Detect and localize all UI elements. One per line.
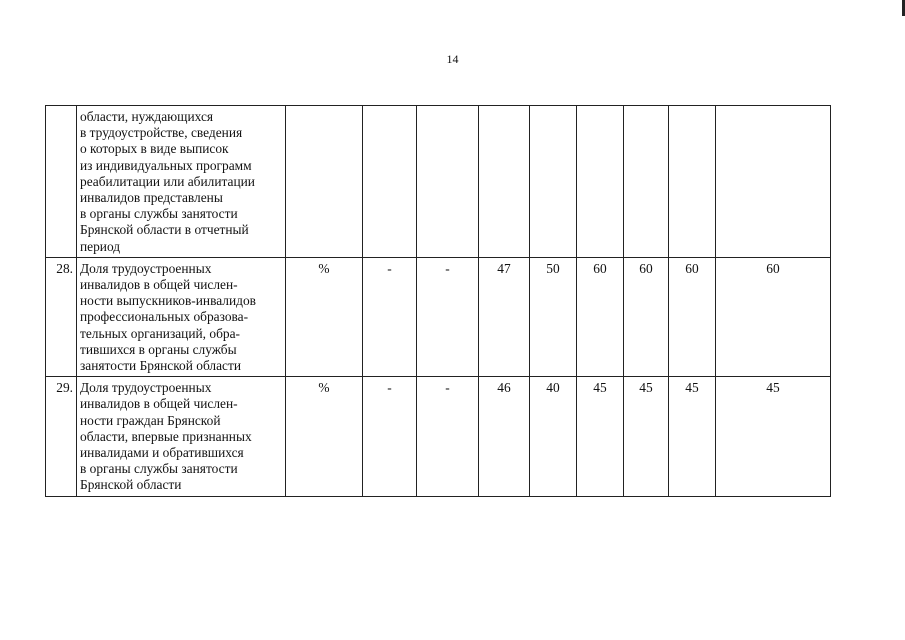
indicator-name-line: из индивидуальных программ [80,157,252,173]
indicator-name-line: реабилитации или абилитации [80,173,255,189]
value-cell: 60 [669,257,716,376]
indicator-name-line: в органы службы занятости [80,206,238,222]
table-row [46,257,831,376]
indicator-name-line: Доля трудоустроенных [80,380,212,396]
value-cell [479,106,530,258]
value-cell: 47 [479,257,530,376]
indicator-name-line: Брянской области в отчетный [80,222,249,238]
value-cell: 60 [716,257,831,376]
indicator-name-line: инвалидами и обратившихся [80,445,244,461]
indicator-name-line: тившихся в органы службы [80,341,237,357]
row-number-cell [46,106,77,258]
value-cell: 45 [716,377,831,496]
indicator-name-line: ности выпускников-инвалидов [80,293,256,309]
indicator-name-line: инвалидов в общей числен- [80,277,238,293]
value-cell [530,106,577,258]
indicator-name-line: в органы службы занятости [80,461,238,477]
indicator-name-line: занятости Брянской области [80,358,242,374]
indicator-name-line: профессиональных образова- [80,309,249,325]
indicator-name-line: период [80,238,121,254]
row-number-cell: 29. [46,377,77,496]
page-number: 14 [446,52,459,66]
value-cell [577,106,624,258]
value-cell [669,106,716,258]
row-number-cell: 28. [46,257,77,376]
table-row [46,106,831,258]
value-cell: 40 [530,377,577,496]
value-cell [624,106,669,258]
value-cell: - [417,257,479,376]
table-row [46,377,831,496]
indicator-name-line: области, нуждающихся [80,109,214,124]
value-cell: 45 [577,377,624,496]
indicator-name-line: Брянской области [80,477,182,493]
indicator-name-line: области, впервые признанных [80,428,252,444]
unit-cell: % [286,257,363,376]
indicator-name-line: тельных организаций, обра- [80,325,240,341]
value-cell [417,106,479,258]
indicator-name-cell [77,106,286,258]
value-cell: - [417,377,479,496]
value-cell: 45 [669,377,716,496]
indicator-name-line: о которых в виде выписок [80,141,229,157]
unit-cell: % [286,377,363,496]
indicator-name-line: ности граждан Брянской [80,412,221,428]
value-cell: 50 [530,257,577,376]
indicator-name-line: Доля трудоустроенных [80,260,212,276]
indicator-name-line: в трудоустройстве, сведения [80,125,243,141]
value-cell [363,106,417,258]
indicator-name-line: инвалидов представлены [80,190,223,206]
indicator-name-cell [77,377,286,496]
value-cell: 60 [577,257,624,376]
value-cell [716,106,831,258]
indicator-name-cell [77,257,286,376]
value-cell: 60 [624,257,669,376]
value-cell: 46 [479,377,530,496]
indicators-table [45,105,831,497]
value-cell: - [363,257,417,376]
indicator-name-line: инвалидов в общей числен- [80,396,238,412]
value-cell: - [363,377,417,496]
unit-cell [286,106,363,258]
value-cell: 45 [624,377,669,496]
